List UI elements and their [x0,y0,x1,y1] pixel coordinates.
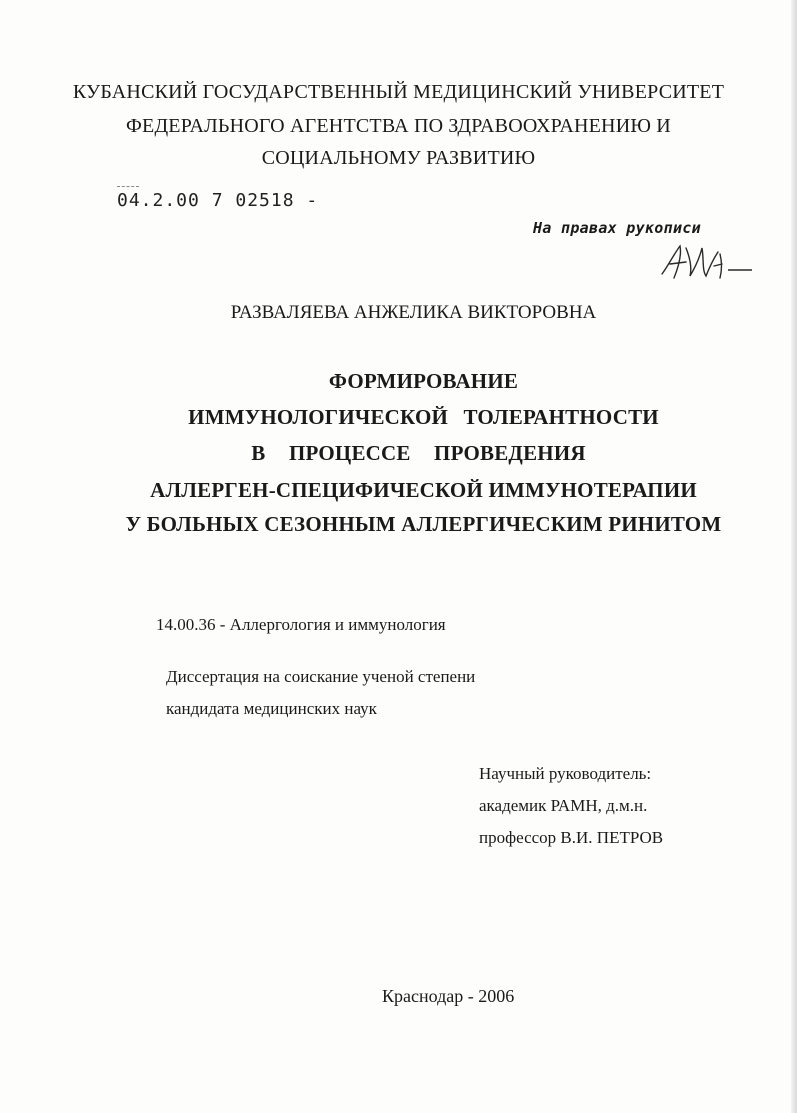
manuscript-note: На правах рукописи [533,219,701,237]
university-header-line-2: ФЕДЕРАЛЬНОГО АГЕНТСТВА ПО ЗДРАВООХРАНЕНИЮ И [126,115,671,137]
signature-icon [656,236,756,286]
supervisor-name: профессор В.И. ПЕТРОВ [479,828,664,847]
place-and-year: Краснодар - 2006 [382,986,515,1006]
title-line-3: В ПРОЦЕССЕ ПРОВЕДЕНИЯ [251,441,586,465]
university-header-line-1: КУБАНСКИЙ ГОСУДАРСТВЕННЫЙ МЕДИЦИНСКИЙ УНИВЕРСИТЕТ [72,81,725,103]
title-line-5: У БОЛЬНЫХ СЕЗОННЫМ АЛЛЕРГИЧЕСКИМ РИНИТОМ [125,512,722,536]
dissertation-line-1: Диссертация на соискание ученой степени [166,667,476,686]
title-line-4: АЛЛЕРГЕН-СПЕЦИФИЧЕСКОЙ ИММУНОТЕРАПИИ [150,478,697,502]
title-line-2: ИММУНОЛОГИЧЕСКОЙ ТОЛЕРАНТНОСТИ [188,405,659,429]
supervisor-rank: академик РАМН, д.м.н. [479,796,648,815]
title-line-1: ФОРМИРОВАНИЕ [328,369,519,393]
specialty-code: 14.00.36 - Аллергология и иммунология [156,615,446,634]
registration-number: 04.2.00 7 02518 - [117,190,319,211]
dissertation-line-2: кандидата медицинских наук [166,699,377,718]
author-name: РАЗВАЛЯЕВА АНЖЕЛИКА ВИКТОРОВНА [230,302,597,323]
supervisor-label: Научный руководитель: [479,764,652,783]
university-header-line-3: СОЦИАЛЬНОМУ РАЗВИТИЮ [261,147,536,169]
